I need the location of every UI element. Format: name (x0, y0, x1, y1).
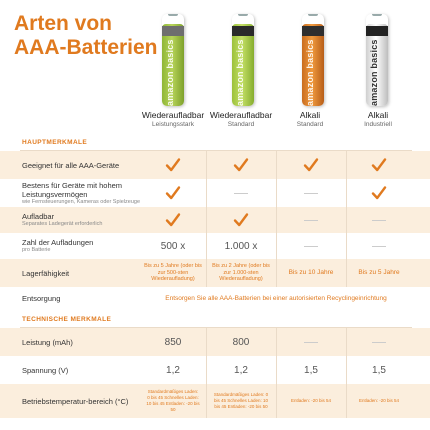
dash-icon (276, 233, 346, 259)
check-icon (346, 179, 412, 207)
row-disposal: Entsorgung Entsorgen Sie alle AAA-Batterien bei einer autorisierten Recyclingeinrichtung (22, 293, 387, 303)
row-charges: Zahl der Aufladungen pro Batterie 500 x 1.000 x (0, 233, 430, 259)
check-icon (346, 151, 412, 179)
dash-icon (346, 328, 412, 356)
dash-icon (346, 207, 412, 233)
check-icon (206, 151, 276, 179)
dash-icon (276, 179, 346, 207)
row-storage: Lagerfähigkeit Bis zu 5 Jahre (oder bis zur 500-sten Wiederaufladung) Bis zu 2 Jahre (oder bis zur 1.000-sten Wiederaufladung) Bis zu 10 Jahre Bis zu 5 Jahre (0, 259, 430, 287)
dash-icon (276, 207, 346, 233)
row-high-power: Bestens für Geräte mit hohem Leistungsvermögen wie Fernsteuerungen, Kameras oder Spielzeuge (0, 179, 430, 207)
section-main-features: HAUPTMERKMALE (22, 139, 88, 146)
column-header-2: Wiederaufladbar Standard (209, 110, 273, 128)
row-temperature: Betriebstemperatur-bereich (°C) Standardmäßiges Laden: 0 bis 45 Schnelles Laden: 10 bis 45 Entladen: -20 bis 50 Standardmäßiges Laden: 0 bis 45 Schnelles Laden: 10 bis 45 Entladen: -20 bis 50 Entladen: -20 bis 54 Entladen: -20 bis 54 (0, 384, 430, 418)
battery-rechargeable-high-capacity: amazon basics (162, 14, 184, 106)
check-icon (206, 207, 276, 233)
column-header-4: Alkali Industriell (364, 110, 392, 128)
column-header-1: Wiederaufladbar Leistungsstark (141, 110, 205, 128)
row-power: Leistung (mAh) 850 800 (0, 328, 430, 356)
battery-alkaline-standard: amazon basics (302, 14, 324, 106)
page-title: Arten von AAA-Batterien (14, 12, 158, 59)
row-aaa-devices: Geeignet für alle AAA-Geräte (0, 151, 430, 179)
battery-alkaline-industrial: amazon basics (366, 14, 388, 106)
check-icon (140, 151, 206, 179)
dash-icon (276, 328, 346, 356)
dash-icon (346, 233, 412, 259)
battery-rechargeable-standard: amazon basics (232, 14, 254, 106)
check-icon (140, 207, 206, 233)
check-icon (276, 151, 346, 179)
check-icon (140, 179, 206, 207)
column-header-3: Alkali Standard (296, 110, 324, 128)
dash-icon (206, 179, 276, 207)
section-technical-features: TECHNISCHE MERKMALE (22, 316, 112, 323)
row-voltage: Spannung (V) 1,2 1,2 1,5 1,5 (22, 364, 386, 376)
row-rechargeable: Aufladbar Separates Ladegerät erforderlich (0, 207, 430, 233)
